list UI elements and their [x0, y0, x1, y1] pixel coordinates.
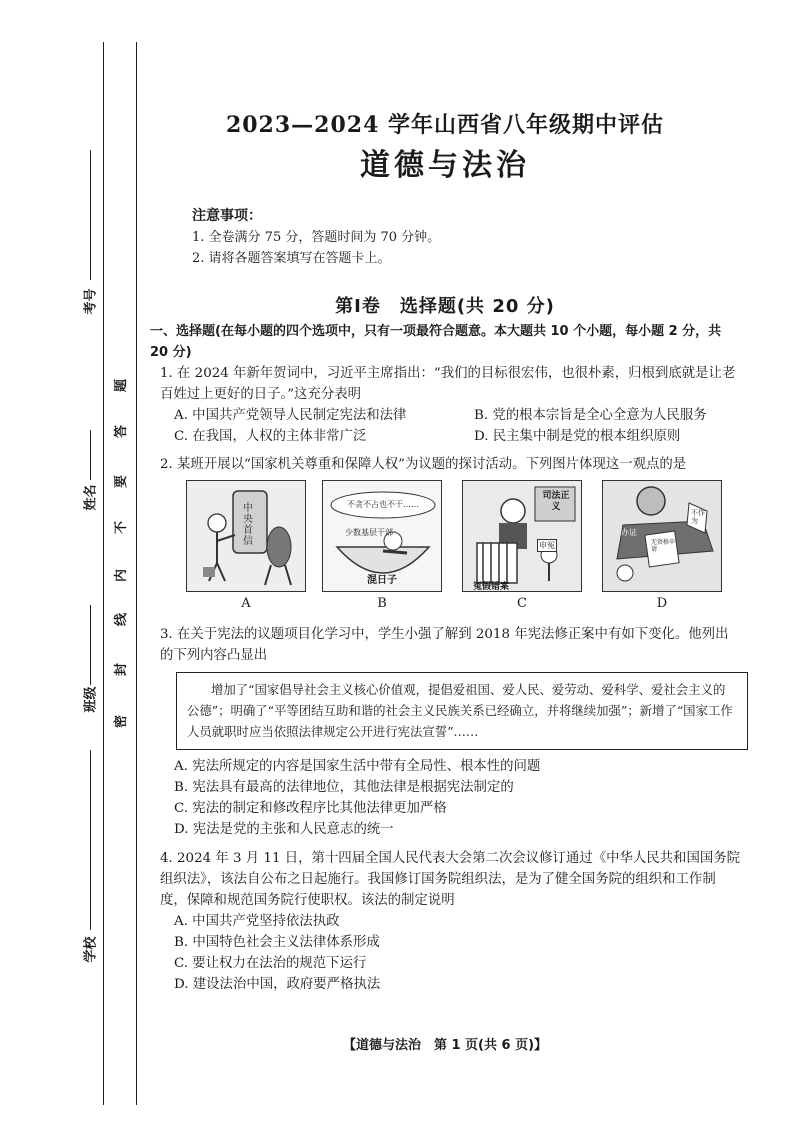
question-stem: 2. 某班开展以“国家机关尊重和保障人权”为议题的探讨活动。下列图片体现这一观点的是 [160, 457, 687, 472]
question-3 [160, 624, 740, 666]
cartoon-a-label: 中央首信 [243, 503, 253, 547]
notice-item: 2. 请将各题答案填写在答题卡上。 [192, 251, 391, 266]
question-3-options [160, 756, 740, 840]
notice-block [192, 206, 440, 269]
amendment-quote-box: 增加了“国家倡导社会主义核心价值观，提倡爱祖国、爱人民、爱劳动、爱科学、爱社会主义的公德”；明确了“平等团结互助和谐的社会主义民族关系已经确立，并将继续加强”；新增了“国家工作人员就职时应当依照法律规定公开进行宪法宣誓”…… [176, 672, 748, 750]
seal-char: 内 [114, 568, 130, 583]
cartoon-b [322, 480, 442, 592]
option-d: D. 宪法是党的主张和人民意志的统一 [174, 822, 394, 837]
name-blank [90, 430, 91, 480]
cartoon-d-label: 办证 [621, 528, 637, 537]
option-a: A. 中国共产党坚持依法执政 [174, 914, 340, 929]
notice-title: 注意事项： [192, 208, 262, 224]
seal-char: 线 [114, 612, 130, 627]
question-1 [160, 363, 740, 447]
cartoon-d-caption: D [656, 596, 668, 611]
page-footer: 【道德与法治 第 1 页(共 6 页)】 [342, 1038, 548, 1053]
seal-char: 要 [114, 474, 130, 489]
option-b: B. 党的根本宗旨是全心全意为人民服务 [474, 408, 707, 423]
option-a: A. 中国共产党领导人民制定宪法和法律 [174, 408, 407, 423]
question-4 [160, 848, 740, 995]
seal-char: 封 [114, 662, 130, 677]
exam-no-label: 考号 [83, 288, 99, 315]
name-label: 姓名 [83, 484, 99, 511]
section-instruction: 一、选择题(在每小题的四个选项中，只有一项最符合题意。本大题共 10 个小题，每小题 2 分，共 20 分) [150, 324, 722, 360]
cartoon-d-sign: 不作为 [691, 509, 705, 525]
school-label: 学校 [83, 936, 99, 963]
binding-line-outer [103, 42, 104, 1105]
exam-no-blank [90, 150, 91, 280]
cartoon-c-sign: 司法正义 [542, 491, 570, 512]
cartoon-c-bubble: 申冤 [539, 541, 555, 550]
cartoon-c-caption: C [517, 596, 527, 611]
question-stem: 1. 在 2024 年新年贺词中，习近平主席指出：“我们的目标很宏伟，也很朴素，归根到底就是让老百姓过上更好的日子。”这充分表明 [160, 366, 736, 402]
notice-item: 1. 全卷满分 75 分，答题时间为 70 分钟。 [192, 230, 441, 245]
option-b: B. 中国特色社会主义法律体系形成 [174, 935, 380, 950]
question-stem: 3. 在关于宪法的议题项目化学习中，学生小强了解到 2018 年宪法修正案中有如下变化。他列出的下列内容凸显出 [160, 627, 729, 663]
cartoon-c-label: 冤假错案 [473, 582, 510, 592]
cartoon-c [462, 480, 582, 592]
cartoon-d [602, 480, 722, 592]
cartoon-b-label: 少数基层干部 [345, 528, 393, 537]
class-label: 班级 [83, 686, 99, 713]
paper-subject: 道德与法治 [360, 148, 530, 183]
seal-char: 答 [114, 424, 130, 439]
option-d: D. 建设法治中国，政府要严格执法 [174, 977, 381, 992]
option-d: D. 民主集中制是党的根本组织原则 [474, 429, 681, 444]
cartoon-row [186, 480, 742, 610]
cartoon-a [186, 480, 306, 592]
cartoon-b-bowl-label: 混日子 [367, 575, 397, 586]
cartoon-a-caption: A [241, 596, 251, 611]
class-blank [90, 605, 91, 685]
option-c: C. 宪法的制定和修改程序比其他法律更加严格 [174, 801, 447, 816]
seal-char: 题 [114, 378, 130, 393]
cartoon-b-bubble: 不贪不占也不干…… [347, 500, 419, 509]
cartoon-b-caption: B [377, 596, 387, 611]
option-list [160, 405, 740, 447]
option-c: C. 要让权力在法治的规范下运行 [174, 956, 367, 971]
school-blank [90, 750, 91, 930]
option-list [160, 911, 740, 995]
seal-char: 密 [114, 714, 130, 729]
seal-char: 不 [114, 520, 130, 535]
binding-line-inner [136, 42, 137, 1105]
section-heading: 第Ⅰ卷 选择题(共 20 分) [335, 296, 555, 317]
option-c: C. 在我国，人权的主体非常广泛 [174, 429, 367, 444]
option-b: B. 宪法具有最高的法律地位，其他法律是根据宪法制定的 [174, 780, 514, 795]
paper-title: 2023—2024 学年山西省八年级期中评估 [225, 112, 665, 138]
question-2 [160, 454, 740, 475]
cartoon-d-form: 无资格申请 [651, 539, 676, 553]
question-stem: 4. 2024 年 3 月 11 日，第十四届全国人民代表大会第二次会议修订通过《中华人民共和国国务院组织法》，该法自公布之日起施行。我国修订国务院组织法，是为了健全国务院的组织和工作制度，保障和规范国务院行使职权。该法的制定说明 [160, 851, 741, 908]
option-list [160, 756, 740, 840]
option-a: A. 宪法所规定的内容是国家生活中带有全局性、根本性的问题 [174, 759, 541, 774]
